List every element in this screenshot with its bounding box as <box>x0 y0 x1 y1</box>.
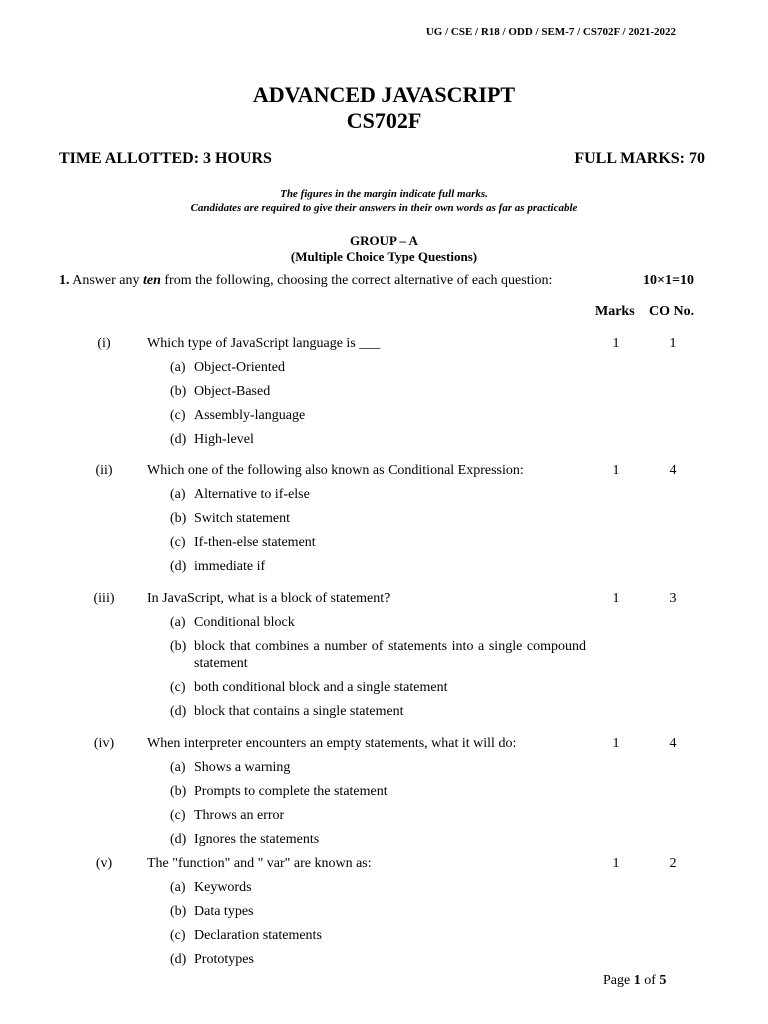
option-text: both conditional block and a single statement <box>194 680 448 695</box>
option <box>170 614 586 631</box>
question-number: (v) <box>95 856 113 871</box>
option-label: (b) <box>170 784 187 799</box>
option <box>170 831 586 848</box>
question-marks: 1 <box>612 856 620 871</box>
instruction-emphasis: ten <box>143 273 161 288</box>
group-subtitle: (Multiple Choice Type Questions) <box>290 249 478 264</box>
option-label: (a) <box>170 880 186 895</box>
subject-code: CS702F <box>346 108 422 133</box>
margin-note: The figures in the margin indicate full marks. <box>280 188 488 200</box>
option <box>170 759 586 776</box>
question-marks: 1 <box>612 336 620 351</box>
option-text: block that combines a number of statements into a single compound statement <box>194 639 586 671</box>
instruction-marks: 10×1=10 <box>643 273 694 288</box>
question-co: 3 <box>669 591 677 606</box>
option-label: (d) <box>170 559 187 574</box>
option <box>170 431 586 448</box>
question-co: 4 <box>669 736 677 751</box>
question-stem: The "function" and " var" are known as: <box>147 856 372 871</box>
option-text: Data types <box>194 904 254 919</box>
question-number: (iii) <box>93 591 115 606</box>
option <box>170 534 586 551</box>
option <box>170 927 586 944</box>
option-label: (a) <box>170 760 186 775</box>
option <box>170 638 586 672</box>
option-label: (a) <box>170 487 186 502</box>
option-text: block that contains a single statement <box>194 704 404 719</box>
option <box>170 679 586 696</box>
option-text: Conditional block <box>194 615 295 630</box>
option-list <box>170 614 586 720</box>
full-marks: FULL MARKS: 70 <box>574 150 705 167</box>
option-text: Switch statement <box>194 511 291 526</box>
option-text: Shows a warning <box>194 760 291 775</box>
question-stem: Which one of the following also known as Conditional Expression: <box>147 463 524 478</box>
question-marks: 1 <box>612 736 620 751</box>
option-text: Prompts to complete the statement <box>194 784 388 799</box>
page-of: of <box>644 973 656 988</box>
page-total: 5 <box>659 973 667 988</box>
option <box>170 407 586 424</box>
option-label: (d) <box>170 832 187 847</box>
option-label: (b) <box>170 639 187 654</box>
option <box>170 486 586 503</box>
option-label: (b) <box>170 511 187 526</box>
option-list <box>170 879 586 968</box>
option-label: (b) <box>170 904 187 919</box>
option-list <box>170 759 586 848</box>
option <box>170 510 586 527</box>
option <box>170 903 586 920</box>
instruction-pre: Answer any <box>72 273 140 288</box>
option-text: immediate if <box>194 559 266 574</box>
question-marks: 1 <box>612 463 620 478</box>
page-number <box>603 973 666 989</box>
option-label: (b) <box>170 384 187 399</box>
option-text: If-then-else statement <box>194 535 316 550</box>
instruction-post: from the following, choosing the correct alternative of each question: <box>164 273 553 288</box>
option <box>170 383 586 400</box>
option <box>170 783 586 800</box>
option-text: High-level <box>194 432 254 447</box>
option-label: (c) <box>170 808 186 823</box>
page-word: Page <box>603 973 631 988</box>
answer-note: Candidates are required to give their answers in their own words as far as practicable <box>190 202 578 214</box>
option-label: (d) <box>170 952 187 967</box>
option <box>170 807 586 824</box>
option-text: Object-Based <box>194 384 271 399</box>
option-text: Throws an error <box>194 808 285 823</box>
option-list <box>170 359 586 448</box>
option-text: Prototypes <box>194 952 254 967</box>
question-co: 1 <box>669 336 677 351</box>
option-text: Ignores the statements <box>194 832 320 847</box>
option-text: Keywords <box>194 880 252 895</box>
question-stem: Which type of JavaScript language is ___ <box>147 336 381 351</box>
option-label: (c) <box>170 535 186 550</box>
question-marks: 1 <box>612 591 620 606</box>
option-label: (c) <box>170 408 186 423</box>
marks-column-header: Marks <box>595 304 635 319</box>
option <box>170 703 586 720</box>
option-label: (c) <box>170 928 186 943</box>
co-column-header: CO No. <box>649 304 695 319</box>
option-label: (c) <box>170 680 186 695</box>
instruction-number: 1. <box>59 273 70 288</box>
option-label: (d) <box>170 704 187 719</box>
option-label: (d) <box>170 432 187 447</box>
question-stem: In JavaScript, what is a block of statement? <box>147 591 391 606</box>
option-list <box>170 486 586 575</box>
question-number: (iv) <box>93 736 115 751</box>
option-text: Assembly-language <box>194 408 306 423</box>
paper-code: UG / CSE / R18 / ODD / SEM-7 / CS702F / 2021-2022 <box>425 26 676 38</box>
option-label: (a) <box>170 615 186 630</box>
question-co: 4 <box>669 463 677 478</box>
question-stem: When interpreter encounters an empty statements, what it will do: <box>147 736 517 751</box>
paper-title: ADVANCED JAVASCRIPT <box>252 82 516 107</box>
option <box>170 951 586 968</box>
option-text: Object-Oriented <box>194 360 285 375</box>
group-title: GROUP – A <box>350 233 418 248</box>
option-label: (a) <box>170 360 186 375</box>
page-current: 1 <box>633 973 641 988</box>
option-text: Declaration statements <box>194 928 322 943</box>
question-co: 2 <box>669 856 677 871</box>
option <box>170 558 586 575</box>
option-text: Alternative to if-else <box>194 487 310 502</box>
option <box>170 359 586 376</box>
question-number: (ii) <box>95 463 113 478</box>
question-number: (i) <box>97 336 111 351</box>
option <box>170 879 586 896</box>
instruction <box>59 273 552 289</box>
time-allotted: TIME ALLOTTED: 3 HOURS <box>59 150 272 167</box>
